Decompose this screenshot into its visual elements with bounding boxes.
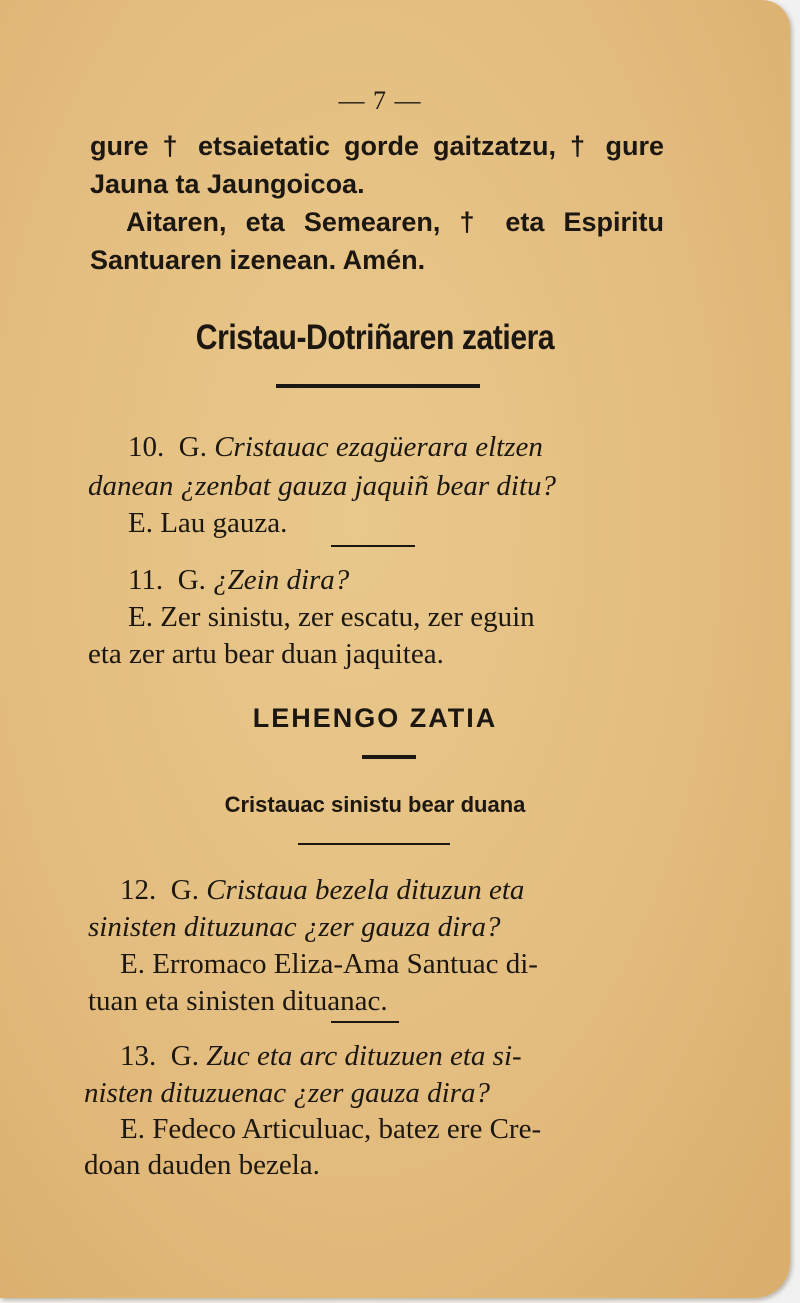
question-text: danean ¿zenbat gauza jaquiñ bear ditu? [88,470,557,502]
answer-text: Lau gauza. [160,507,288,539]
question-label: G. [170,874,199,906]
section-subtitle: Cristauac sinistu bear duana [224,792,526,817]
prayer-line: gure † etsaietatic gorde gaitzatzu, † gure [90,131,664,161]
qa-number: 10. [128,431,165,463]
qa-10-question [128,427,543,468]
question-text: ¿Zein dira? [213,564,350,596]
answer-label: E. [128,507,153,539]
answer-text: Fedeco Articuluac, batez ere Cre- [152,1113,542,1145]
question-text: sinisten dituzunac ¿zer gauza dira? [88,911,501,943]
qa-10-answer [128,503,287,544]
qa-13-answer [120,1109,541,1150]
answer-label: E. [128,601,153,633]
section-title: LEHENGO ZATIA [252,703,498,733]
qa-11-question [128,560,349,601]
heading-rule [276,384,480,388]
page-number: — 7 — [338,86,422,115]
question-text: Cristauac ezagüerara eltzen [214,431,543,463]
qa-number: 11. [128,564,164,596]
qa-number: 12. [120,874,157,906]
qa-12-question [120,870,664,911]
question-text: nisten dituzuenac ¿zer gauza dira? [84,1077,490,1109]
answer-text: eta zer artu bear duan jaquitea. [88,638,444,670]
qa-11-answer [128,597,664,638]
qa-13-question [120,1036,522,1077]
question-label: G. [177,564,206,596]
divider [298,843,450,845]
answer-text: Erromaco Eliza-Ama Santuac di- [152,948,538,980]
divider [331,545,415,547]
prayer-line: Santuaren izenean. Amén. [90,245,426,275]
answer-text: doan dauden bezela. [84,1149,320,1181]
prayer-line: Jauna ta Jaungoicoa. [90,169,365,199]
question-text: Cristaua bezela dituzun eta [206,874,525,906]
qa-12-answer [120,944,538,985]
prayer-line: Aitaren, eta Semearen, † eta Espiritu [126,207,664,237]
answer-label: E. [120,948,145,980]
question-label: G. [178,431,207,463]
answer-text: tuan eta sinisten dituanac. [88,985,388,1017]
divider [331,1021,399,1023]
answer-label: E. [120,1113,145,1145]
chapter-heading: Cristau-Dotriñaren zatiera [195,318,555,357]
qa-number: 13. [120,1040,157,1072]
question-text: Zuc eta arc dituzuen eta si- [206,1040,522,1072]
question-label: G. [170,1040,199,1072]
answer-text: Zer sinistu, zer escatu, zer eguin [160,601,535,633]
section-rule [362,755,416,759]
